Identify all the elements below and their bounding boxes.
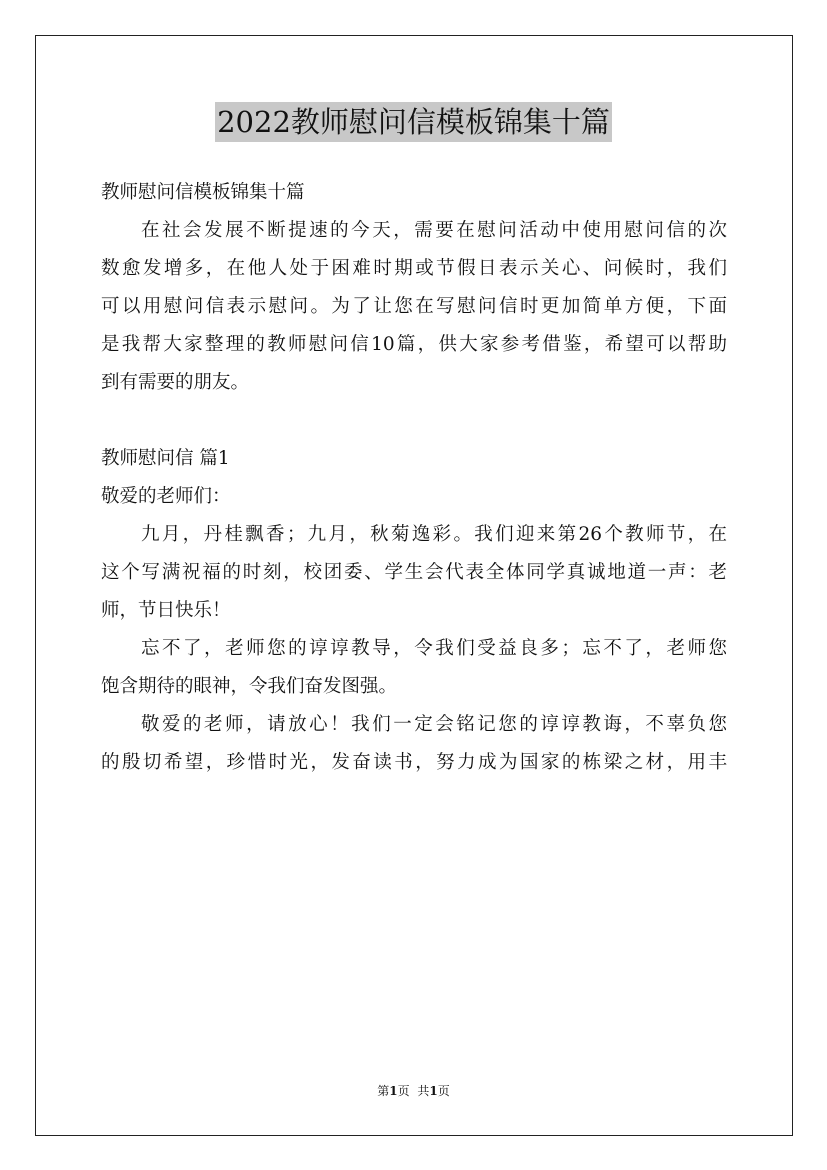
paragraph-line: 这个写满祝福的时刻，校团委、学生会代表全体同学真诚地道一声：老 [101,562,727,583]
paragraph-line: 饱含期待的眼神，令我们奋发图强。 [101,676,398,697]
salutation-line: 敬爱的老师们： [101,486,231,507]
paragraph-line: 九月，丹桂飘香；九月，秋菊逸彩。我们迎来第26个教师节，在 [141,524,727,545]
paragraph-line: 的殷切希望，珍惜时光，发奋读书，努力成为国家的栋梁之材，用丰 [101,752,727,773]
title-container [0,102,827,142]
page-suffix: 页 [397,1084,410,1098]
page-prefix: 第 [377,1084,390,1098]
paragraph-line: 在社会发展不断提速的今天，需要在慰问活动中使用慰问信的次 [141,220,727,241]
section-heading: 教师慰问信 篇1 [101,448,230,469]
blank-line [101,402,727,440]
total-pages: 1 [429,1084,438,1098]
page-footer [0,1083,827,1099]
paragraph-line: 忘不了，老师您的谆谆教导，令我们受益良多；忘不了，老师您 [141,638,727,659]
paragraph-line: 师，节日快乐！ [101,600,231,621]
total-prefix: 共 [417,1084,430,1098]
document-body [101,174,727,782]
paragraph-line: 数愈发增多，在他人处于困难时期或节假日表示关心、问候时，我们 [101,258,727,279]
total-suffix: 页 [437,1084,450,1098]
paragraph-line: 是我帮大家整理的教师慰问信10篇，供大家参考借鉴，希望可以帮助 [101,334,727,355]
paragraph-line: 敬爱的老师，请放心！我们一定会铭记您的谆谆教诲，不辜负您 [141,714,727,735]
paragraph-line: 到有需要的朋友。 [101,372,250,393]
page-number: 1 [389,1084,398,1098]
paragraph-line: 可以用慰问信表示慰问。为了让您在写慰问信时更加简单方便，下面 [101,296,727,317]
subtitle-line: 教师慰问信模板锦集十篇 [101,182,305,203]
document-title: 2022教师慰问信模板锦集十篇 [215,102,612,142]
